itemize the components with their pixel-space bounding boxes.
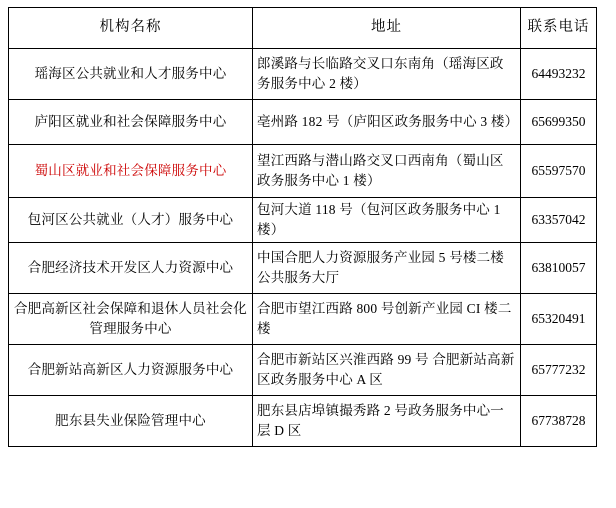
cell-address: 肥东县店埠镇撮秀路 2 号政务服务中心一层 D 区	[253, 396, 521, 447]
cell-address-text: 望江西路与潜山路交叉口西南角（蜀山区政务服务中心 1 楼）	[257, 152, 504, 188]
cell-address: 合肥市望江西路 800 号创新产业园 CI 楼二楼	[253, 294, 521, 345]
cell-org-name: 合肥新站高新区人力资源服务中心	[9, 345, 253, 396]
cell-org-name: 庐阳区就业和社会保障服务中心	[9, 100, 253, 145]
cell-address: 亳州路 182 号（庐阳区政务服务中心 3 楼）	[253, 100, 521, 145]
table-row	[9, 145, 597, 198]
column-header-address: 地址	[253, 8, 521, 49]
cell-org-name-text: 蜀山区就业和社会保障服务中心	[34, 162, 227, 178]
cell-phone: 65597570	[521, 145, 597, 198]
table-row	[9, 198, 597, 243]
cell-org-name: 合肥经济技术开发区人力资源中心	[9, 243, 253, 294]
cell-org-name: 包河区公共就业（人才）服务中心	[9, 198, 253, 243]
cell-phone: 63810057	[521, 243, 597, 294]
table-row	[9, 396, 597, 447]
cell-address: 郎溪路与长临路交叉口东南角（瑶海区政务服务中心 2 楼）	[253, 49, 521, 100]
cell-address: 中国合肥人力资源服务产业园 5 号楼二楼公共服务大厅	[253, 243, 521, 294]
table-header	[9, 8, 597, 49]
cell-phone: 64493232	[521, 49, 597, 100]
cell-phone: 63357042	[521, 198, 597, 243]
column-header-phone: 联系电话	[521, 8, 597, 49]
cell-org-name: 合肥高新区社会保障和退休人员社会化管理服务中心	[9, 294, 253, 345]
cell-phone: 65699350	[521, 100, 597, 145]
cell-org-name: 瑶海区公共就业和人才服务中心	[9, 49, 253, 100]
table-body	[9, 49, 597, 447]
table-row	[9, 294, 597, 345]
cell-address	[253, 145, 521, 198]
table-row	[9, 100, 597, 145]
document-page	[0, 7, 616, 508]
cell-address: 包河大道 118 号（包河区政务服务中心 1 楼）	[253, 198, 521, 243]
table-row	[9, 243, 597, 294]
table-header-row	[9, 8, 597, 49]
cell-org-name	[9, 145, 253, 198]
cell-phone: 67738728	[521, 396, 597, 447]
column-header-name: 机构名称	[9, 8, 253, 49]
cell-phone: 65320491	[521, 294, 597, 345]
organization-table	[8, 7, 597, 447]
table-row	[9, 345, 597, 396]
cell-org-name: 肥东县失业保险管理中心	[9, 396, 253, 447]
table-row	[9, 49, 597, 100]
cell-address: 合肥市新站区兴淮西路 99 号 合肥新站高新区政务服务中心 A 区	[253, 345, 521, 396]
cell-phone: 65777232	[521, 345, 597, 396]
